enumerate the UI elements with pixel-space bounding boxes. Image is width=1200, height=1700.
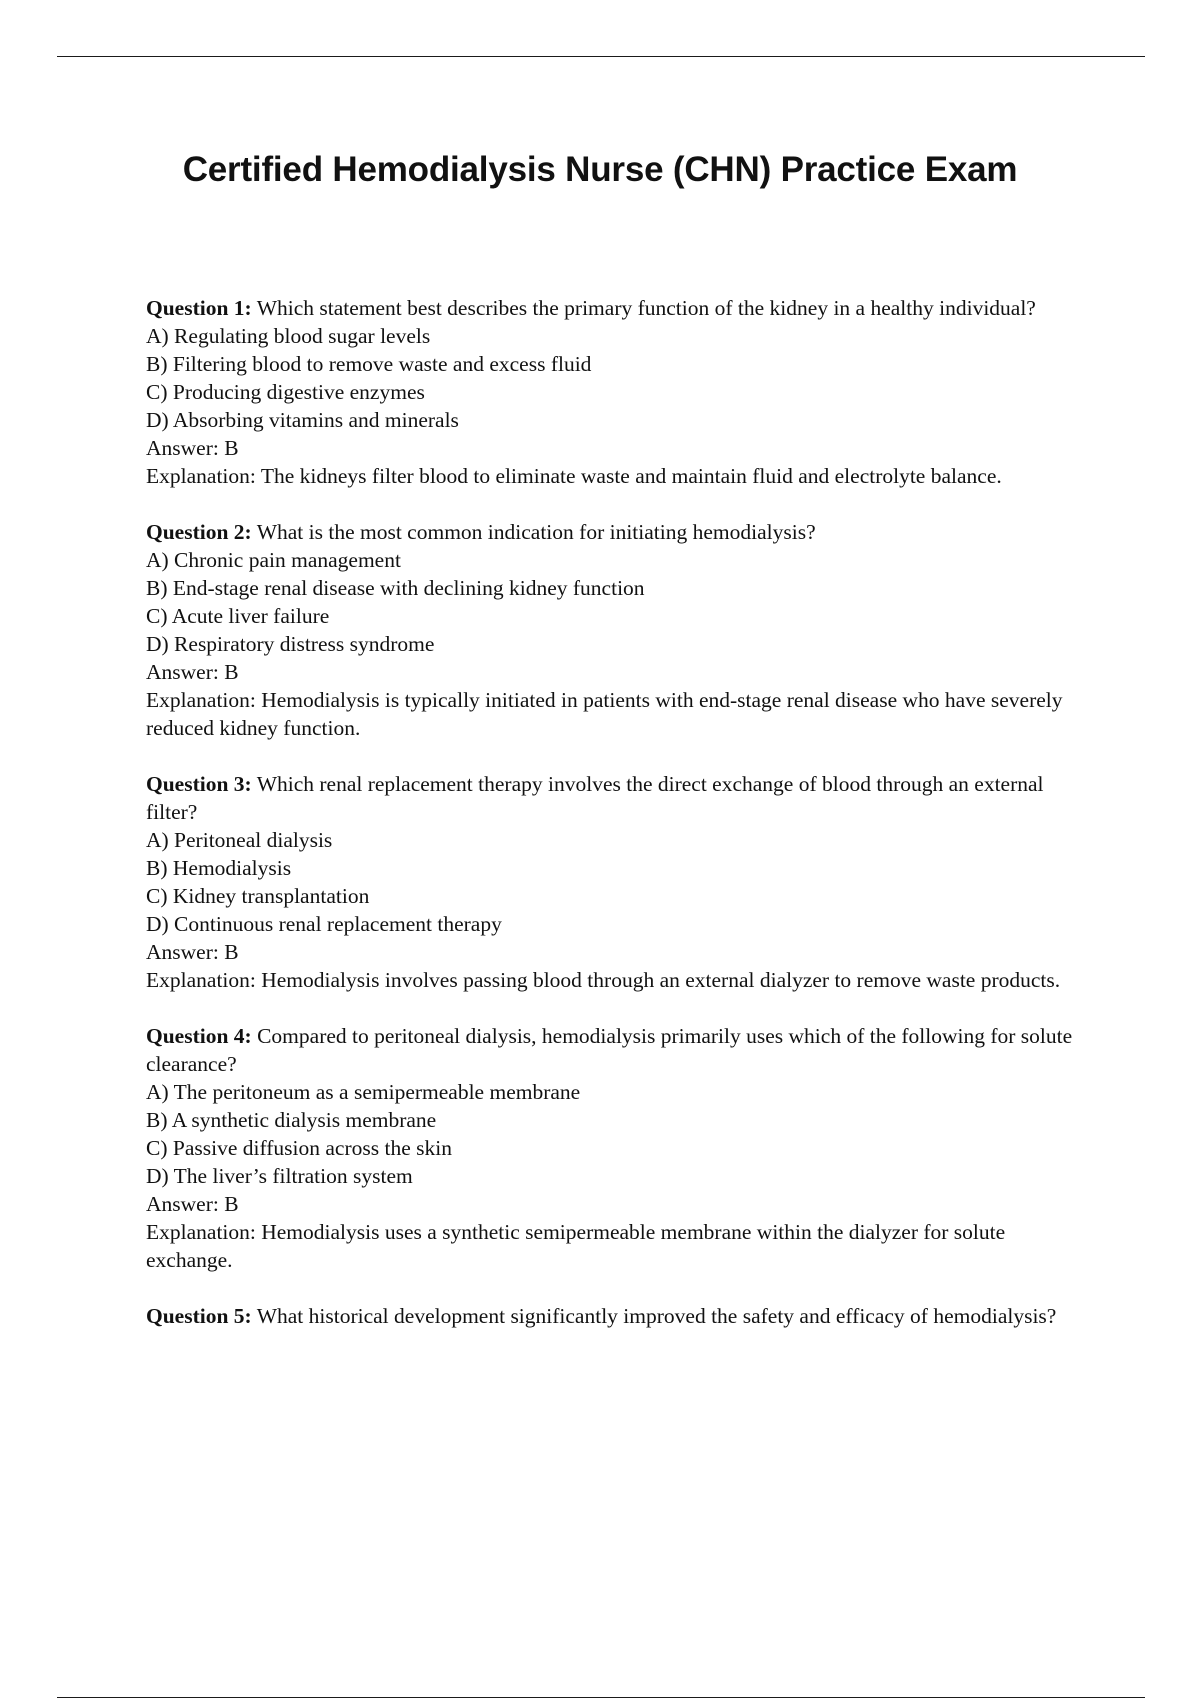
option-d: D) Respiratory distress syndrome — [146, 632, 435, 656]
question-label: Question 5: — [146, 1304, 252, 1328]
question-4 — [146, 1022, 1086, 1274]
option-c: C) Acute liver failure — [146, 604, 330, 628]
option-c: C) Passive diffusion across the skin — [146, 1136, 452, 1160]
question-stem — [146, 770, 1086, 826]
answer: Answer: B — [146, 1192, 239, 1216]
explanation: Explanation: Hemodialysis involves passing blood through an external dialyzer to remove waste products. — [146, 968, 1061, 992]
explanation: Explanation: Hemodialysis uses a synthetic semipermeable membrane within the dialyzer for solute exchange. — [146, 1220, 1006, 1272]
option-c: C) Producing digestive enzymes — [146, 380, 425, 404]
question-text: What is the most common indication for initiating hemodialysis? — [251, 520, 816, 544]
question-text: Which renal replacement therapy involves the direct exchange of blood through an external filter? — [146, 772, 1044, 824]
question-text: What historical development significantly improved the safety and efficacy of hemodialysis? — [251, 1304, 1057, 1328]
question-1 — [146, 294, 1086, 490]
question-label: Question 2: — [146, 520, 252, 544]
question-label: Question 4: — [146, 1024, 252, 1048]
option-b: B) A synthetic dialysis membrane — [146, 1108, 437, 1132]
page-title: Certified Hemodialysis Nurse (CHN) Practice Exam — [182, 150, 1018, 189]
option-a: A) Chronic pain management — [146, 548, 401, 572]
question-stem — [146, 1302, 1086, 1330]
option-b: B) Filtering blood to remove waste and excess fluid — [146, 352, 592, 376]
option-b: B) End-stage renal disease with declining kidney function — [146, 576, 645, 600]
question-text: Compared to peritoneal dialysis, hemodialysis primarily uses which of the following for solute clearance? — [146, 1024, 1073, 1076]
footer-rule — [57, 1697, 1145, 1698]
header-rule — [57, 56, 1145, 57]
answer: Answer: B — [146, 940, 239, 964]
question-stem — [146, 518, 1086, 546]
question-2 — [146, 518, 1086, 742]
question-label: Question 3: — [146, 772, 252, 796]
explanation: Explanation: Hemodialysis is typically initiated in patients with end-stage renal disease who have severely reduced kidney function. — [146, 688, 1063, 740]
option-b: B) Hemodialysis — [146, 856, 292, 880]
option-d: D) The liver’s filtration system — [146, 1164, 413, 1188]
option-c: C) Kidney transplantation — [146, 884, 370, 908]
option-a: A) The peritoneum as a semipermeable membrane — [146, 1080, 581, 1104]
question-stem — [146, 1022, 1086, 1078]
question-3 — [146, 770, 1086, 994]
answer: Answer: B — [146, 660, 239, 684]
answer: Answer: B — [146, 436, 239, 460]
question-5 — [146, 1302, 1086, 1330]
question-stem — [146, 294, 1086, 322]
explanation: Explanation: The kidneys filter blood to eliminate waste and maintain fluid and electrolyte balance. — [146, 464, 1002, 488]
option-d: D) Continuous renal replacement therapy — [146, 912, 502, 936]
question-list — [146, 294, 1086, 1358]
option-a: A) Regulating blood sugar levels — [146, 324, 431, 348]
question-text: Which statement best describes the primary function of the kidney in a healthy individual? — [251, 296, 1036, 320]
question-label: Question 1: — [146, 296, 252, 320]
option-d: D) Absorbing vitamins and minerals — [146, 408, 459, 432]
option-a: A) Peritoneal dialysis — [146, 828, 333, 852]
